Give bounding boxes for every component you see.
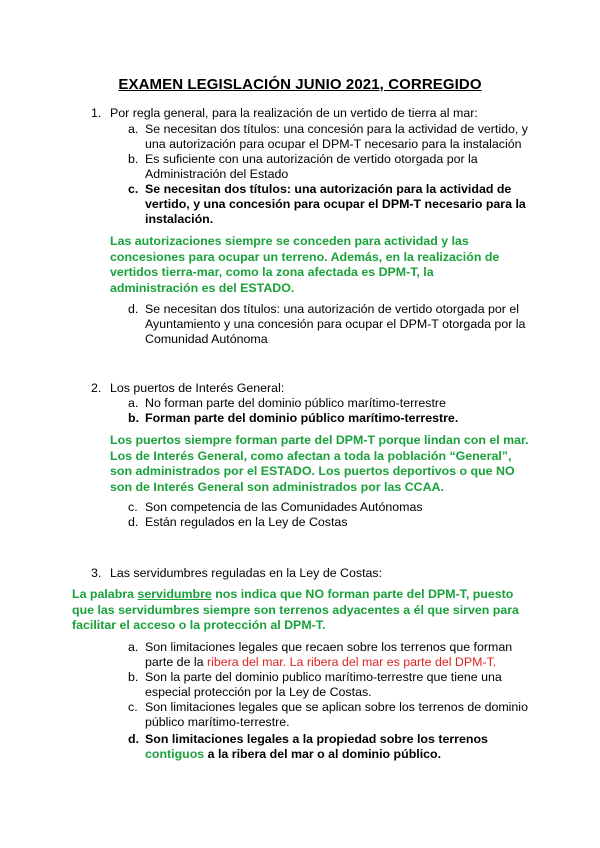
q2-d-letter: d. <box>128 515 139 529</box>
q2-option-d: Están regulados en la Ley de Costas <box>145 515 348 529</box>
q1-d-letter: d. <box>128 302 139 316</box>
q3-option-b: Son la parte del dominio publico marítimo-terrestre que tiene una especial protección por la Ley de Costas. <box>145 670 502 699</box>
q3-question: Las servidumbres reguladas en la Ley de Costas: <box>110 566 383 580</box>
q1-a-letter: a. <box>128 122 139 136</box>
q3-note-pre: La palabra <box>72 587 138 601</box>
q3-note-keyword: servidumbre <box>137 587 212 601</box>
q2-number: 2. <box>91 381 102 395</box>
q2-c-letter: c. <box>128 500 138 514</box>
q2-option-c: Son competencia de las Comunidades Autónomas <box>145 500 423 514</box>
q1-question: Por regla general, para la realización de un vertido de tierra al mar: <box>110 106 478 120</box>
q1-option-a: Se necesitan dos títulos: una concesión para la actividad de vertido, y una autorización para ocupar el DPM-T necesario para la instalación <box>145 122 528 151</box>
q1-option-b: Es suficiente con una autorización de vertido otorgada por la Administración del Estado <box>145 152 478 181</box>
q1-number: 1. <box>91 106 102 120</box>
q2-option-a: No forman parte del dominio público marítimo-terrestre <box>145 396 446 410</box>
q2-option-b-correct: Forman parte del dominio público marítimo-terrestre. <box>145 411 459 425</box>
q1-b-letter: b. <box>128 152 139 166</box>
q3-b-letter: b. <box>128 670 139 684</box>
q3-a-highlight: ribera del mar. La ribera del mar es parte del DPM-T. <box>207 655 497 669</box>
q2-a-letter: a. <box>128 396 139 410</box>
q3-c-letter: c. <box>128 700 138 714</box>
q2-b-letter: b. <box>128 411 140 425</box>
q3-a-text: Son limitaciones legales que recaen sobre los terrenos que forman parte de la <box>145 640 513 669</box>
q1-explanation: Las autorizaciones siempre se conceden para actividad y las concesiones para ocupar un terreno. Además, en la realización de vertidos tierra-mar, como la zona afectada es DPM-T, la administración es del ESTADO. <box>110 234 500 295</box>
q1-c-letter: c. <box>128 182 139 196</box>
q3-d-text: Son limitaciones legales a la propiedad sobre los terrenos <box>145 732 488 746</box>
q3-option-a <box>145 640 525 670</box>
q3-d-letter: d. <box>128 732 140 746</box>
q2-explanation: Los puertos siempre forman parte del DPM-T porque lindan con el mar. Los de Interés General, como afectan a toda la población “General”, son administrados por el ESTADO. Los puertos deportivos o que NO son de Interés General son administrados por las CCAA. <box>110 433 529 494</box>
q3-explanation <box>72 587 532 634</box>
q3-note-post: nos indica que NO forman parte del DPM-T, puesto que las servidumbres siempre son terrenos adyacentes a él que sirven para facilitar el acceso o la protección al DPM-T. <box>72 587 519 632</box>
q3-d-text-post: a la ribera del mar o al dominio público. <box>204 747 442 761</box>
q3-option-c: Son limitaciones legales que se aplican sobre los terrenos de dominio público marítimo-terrestre. <box>145 700 528 729</box>
q1-option-d: Se necesitan dos títulos: una autorización de vertido otorgada por el Ayuntamiento y una concesión para ocupar el DPM-T otorgada por la Comunidad Autónoma <box>145 302 526 346</box>
q3-d-highlight: contiguos <box>145 747 205 761</box>
q3-option-d-correct <box>145 732 525 762</box>
q3-number: 3. <box>91 566 102 580</box>
q2-question: Los puertos de Interés General: <box>110 381 285 395</box>
page-title: EXAMEN LEGISLACIÓN JUNIO 2021, CORREGIDO <box>118 76 482 93</box>
q1-option-c-correct: Se necesitan dos títulos: una autorización para la actividad de vertido, y una concesión para ocupar el DPM-T necesario para la instalación. <box>145 182 526 226</box>
q3-a-letter: a. <box>128 640 139 654</box>
